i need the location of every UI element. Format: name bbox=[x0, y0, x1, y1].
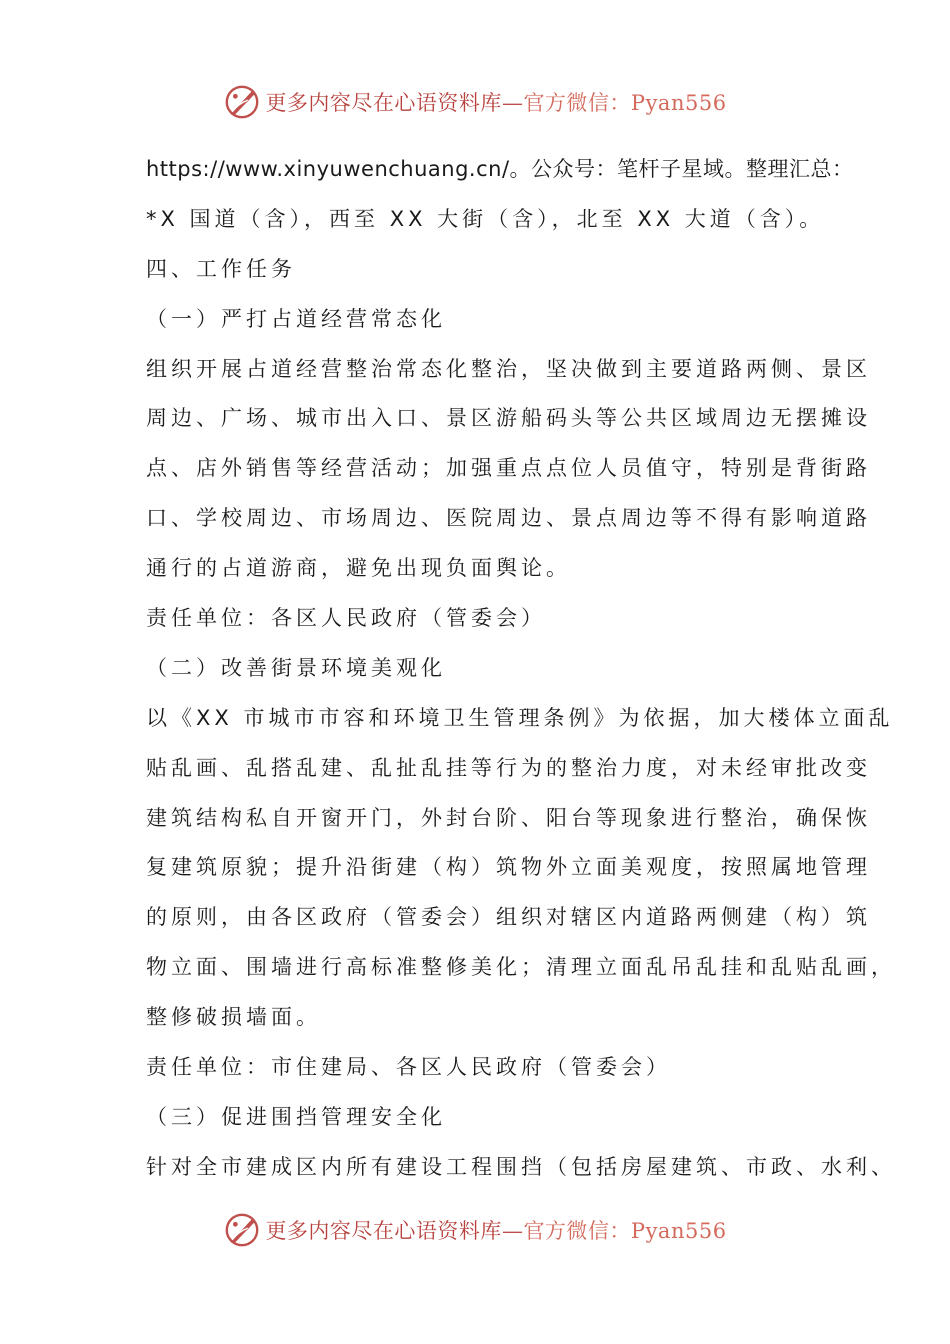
paragraph-line: 口、学校周边、市场周边、医院周边、景点周边等不得有影响道路 bbox=[146, 506, 871, 531]
paragraph-line: 点、店外销售等经营活动；加强重点点位人员值守，特别是背街路 bbox=[146, 456, 871, 481]
text-line-boundary: *X 国道（含），西至 XX 大街（含），北至 XX 大道（含）。 bbox=[146, 206, 825, 231]
paragraph-line: 复建筑原貌；提升沿街建（构）筑物外立面美观度，按照属地管理 bbox=[146, 855, 871, 880]
document-body bbox=[146, 145, 896, 1193]
paragraph-line: 周边、广场、城市出入口、景区游船码头等公共区域周边无摆摊设 bbox=[146, 406, 871, 431]
responsible-unit-line: 责任单位：各区人民政府（管委会） bbox=[146, 606, 546, 631]
watermark-header bbox=[0, 82, 950, 122]
paragraph-line: 贴乱画、乱搭乱建、乱扯乱挂等行为的整治力度，对未经审批改变 bbox=[146, 755, 871, 780]
paragraph-line: 的原则，由各区政府（管委会）组织对辖区内道路两侧建（构）筑 bbox=[146, 905, 871, 930]
paragraph-line: 组织开展占道经营整治常态化整治，坚决做到主要道路两侧、景区 bbox=[146, 356, 871, 381]
watermark-footer bbox=[0, 1210, 950, 1250]
paragraph-line: 整修破损墙面。 bbox=[146, 1005, 321, 1030]
paragraph-line: 物立面、围墙进行高标准整修美化；清理立面乱吊乱挂和乱贴乱画， bbox=[146, 955, 896, 980]
paragraph-line: 建筑结构私自开窗开门，外封台阶、阳台等现象进行整治，确保恢 bbox=[146, 805, 871, 830]
watermark-separator: — bbox=[501, 1219, 524, 1243]
paragraph-line: 以《XX 市城市市容和环境卫生管理条例》为依据，加大楼体立面乱 bbox=[146, 705, 894, 730]
text-line-url: https://www.xinyuwenchuang.cn/。公众号：笔杆子星域。整理汇总： bbox=[146, 157, 854, 181]
watermark-brand-text: 更多内容尽在心语资料库 bbox=[265, 91, 502, 115]
paragraph-line: 通行的占道游商，避免出现负面舆论。 bbox=[146, 556, 571, 581]
subsection-heading-3: （三）促进围挡管理安全化 bbox=[146, 1104, 446, 1129]
watermark-wechat-text: 官方微信：Pyan556 bbox=[523, 91, 727, 115]
responsible-unit-line: 责任单位：市住建局、各区人民政府（管委会） bbox=[146, 1055, 671, 1080]
watermark-wechat-text: 官方微信：Pyan556 bbox=[523, 1219, 727, 1243]
subsection-heading-1: （一）严打占道经营常态化 bbox=[146, 306, 446, 331]
paragraph-line: 针对全市建成区内所有建设工程围挡（包括房屋建筑、市政、水利、 bbox=[146, 1154, 896, 1179]
section-heading-work-tasks: 四、工作任务 bbox=[146, 256, 296, 281]
watermark-separator: — bbox=[501, 91, 524, 115]
watermark-brand-text: 更多内容尽在心语资料库 bbox=[265, 1219, 502, 1243]
subsection-heading-2: （二）改善街景环境美观化 bbox=[146, 655, 446, 680]
quill-pen-icon bbox=[223, 83, 261, 121]
quill-pen-icon bbox=[223, 1211, 261, 1249]
